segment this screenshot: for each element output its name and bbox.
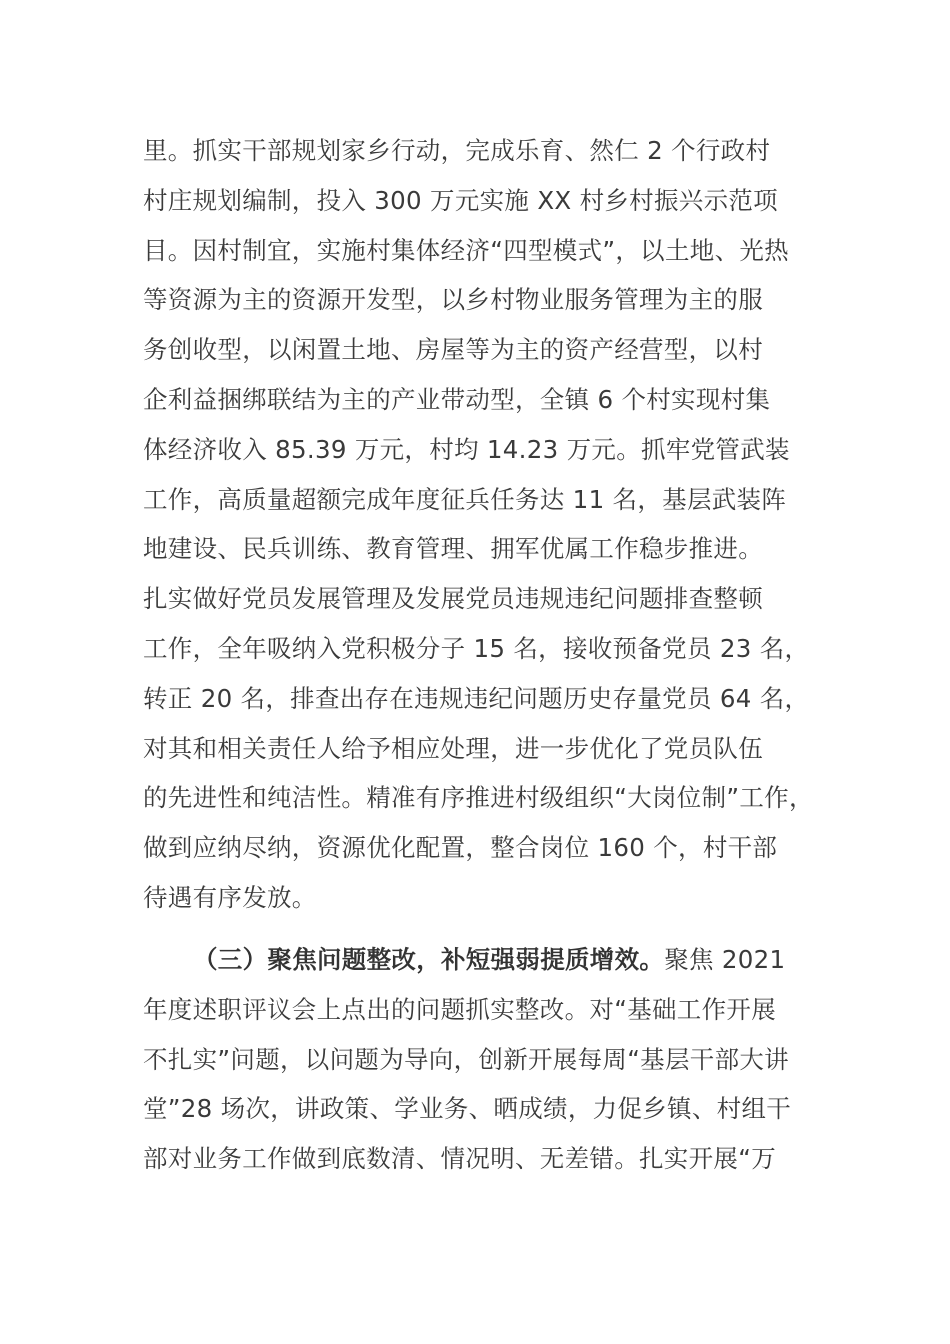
text-line: 转正 20 名，排查出存在违规违纪问题历史存量党员 64 名， xyxy=(143,683,810,713)
text-line: 务创收型，以闲置土地、房屋等为主的资产经营型，以村 xyxy=(143,335,763,365)
section-heading: （三）聚焦问题整改，补短强弱提质增效。 xyxy=(193,945,665,974)
text-line: 等资源为主的资源开发型，以乡村物业服务管理为主的服 xyxy=(143,285,763,315)
paragraph-problem-rectification xyxy=(143,935,833,1184)
paragraph-work-summary xyxy=(143,126,833,923)
text-line: 体经济收入 85.39 万元，村均 14.23 万元。抓牢党管武装 xyxy=(143,434,790,464)
text-line: 年度述职评议会上点出的问题抓实整改。对“基础工作开展 xyxy=(143,994,776,1024)
text-line: 扎实做好党员发展管理及发展党员违规违纪问题排查整顿 xyxy=(143,584,763,614)
text-line: 企利益捆绑联结为主的产业带动型，全镇 6 个村实现村集 xyxy=(143,384,771,414)
text-line: 不扎实”问题，以问题为导向，创新开展每周“基层干部大讲 xyxy=(143,1044,789,1074)
text-line: 堂”28 场次，讲政策、学业务、晒成绩，力促乡镇、村组干 xyxy=(143,1094,792,1124)
text-line: 里。抓实干部规划家乡行动，完成乐育、然仁 2 个行政村 xyxy=(143,136,771,165)
text-line: 部对业务工作做到底数清、情况明、无差错。扎实开展“万 xyxy=(143,1144,776,1174)
text-line: 村庄规划编制，投入 300 万元实施 XX 村乡村振兴示范项 xyxy=(143,185,778,215)
text-line: 地建设、民兵训练、教育管理、拥军优属工作稳步推进。 xyxy=(143,534,763,564)
text-line: 做到应纳尽纳，资源优化配置，整合岗位 160 个，村干部 xyxy=(143,833,778,863)
section-first-line-text: 聚焦 2021 xyxy=(664,945,786,974)
text-line: 目。因村制宜，实施村集体经济“四型模式”，以土地、光热 xyxy=(143,235,789,265)
text-line: 对其和相关责任人给予相应处理，进一步优化了党员队伍 xyxy=(143,733,763,763)
text-line: 工作，全年吸纳入党积极分子 15 名，接收预备党员 23 名， xyxy=(143,633,810,663)
section-first-line xyxy=(143,935,833,985)
text-line: 工作，高质量超额完成年度征兵任务达 11 名，基层武装阵 xyxy=(143,484,787,514)
text-line: 待遇有序发放。 xyxy=(143,882,317,912)
text-line: 的先进性和纯洁性。精准有序推进村级组织“大岗位制”工作， xyxy=(143,783,814,813)
